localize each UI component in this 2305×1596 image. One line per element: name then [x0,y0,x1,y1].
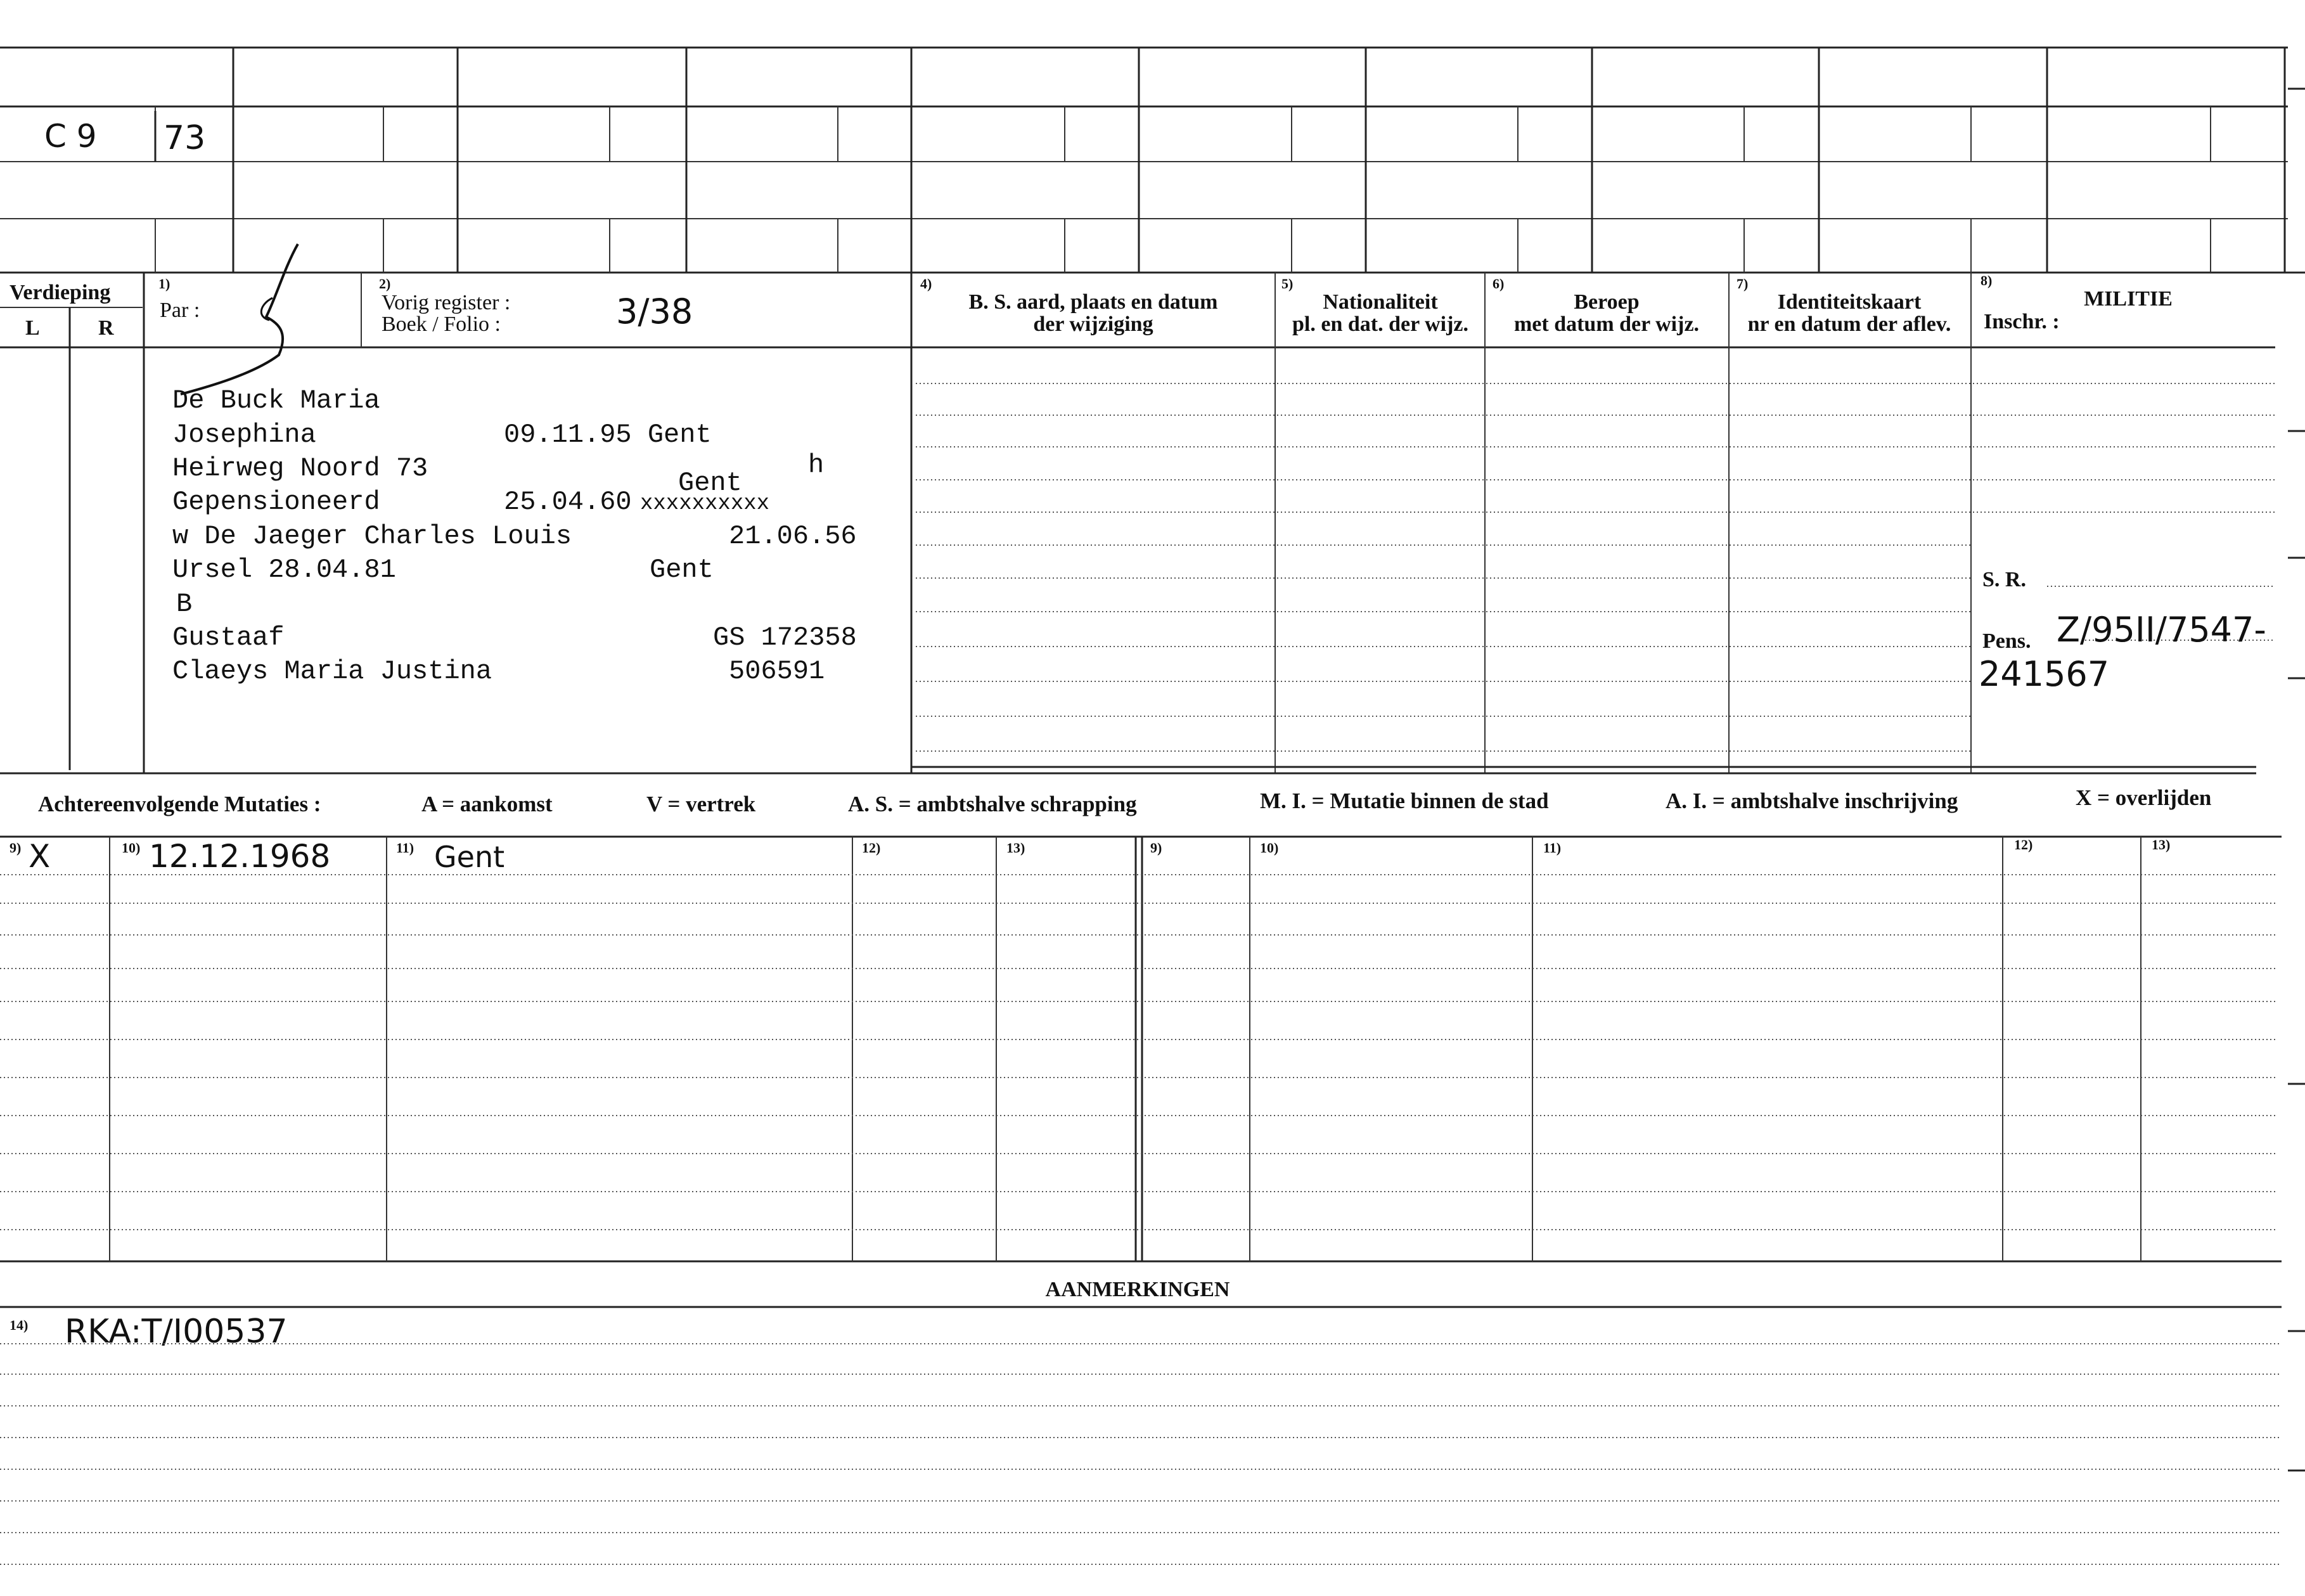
card-number: 73 [164,119,206,157]
legend-code-v: V = vertrek [646,792,756,816]
vorig-line2: Boek / Folio : [382,312,501,336]
identiteit-line1: Identiteitskaart [1777,290,1922,314]
legend-title: Achtereenvolgende Mutaties : [38,792,321,816]
mut-col9-b: 9) [1150,840,1162,856]
mut-entry-code: X [29,838,51,875]
person-given-name: Josephina [172,420,316,450]
nationaliteit-line2: pl. en dat. der wijz. [1292,312,1468,336]
militie-inschr: Inschr. : [1984,310,2060,333]
edge-ticks [2288,89,2305,1471]
person-spouse-birth: Ursel 28.04.81 [172,555,396,585]
beroep-line2: met datum der wijz. [1513,312,1700,336]
mut-col10-a: 10) [122,840,141,856]
person-lines [172,385,857,686]
person-gent-lower: Gent [650,555,714,585]
vorig-num: 2) [379,276,391,292]
militie-title: MILITIE [2084,287,2173,311]
person-pension-date: 25.04.60 [504,487,632,517]
mut-entry-place: Gent [434,840,505,874]
mut-col12-b: 12) [2014,837,2033,853]
aanmerkingen-text: RKA:T/I00537 [65,1313,288,1351]
bs-num: 4) [920,276,932,292]
person-gs-number: GS 172358 [713,622,857,653]
bs-line1: B. S. aard, plaats en datum [968,290,1218,314]
verdieping-right: R [98,316,114,340]
militie-sr: S. R. [1982,568,2026,591]
verdieping-left: L [25,316,40,340]
identiteit-num: 7) [1737,276,1749,292]
aanmerkingen-section [0,1278,2282,1564]
mut-entry-date: 12.12.1968 [149,838,331,875]
bs-line2: der wijziging [1033,312,1153,336]
person-spouse: w De Jaeger Charles Louis [172,521,572,551]
card-code: C 9 [44,118,97,155]
details-area [0,383,2275,773]
militie-num: 8) [1981,273,1993,288]
person-birth: 09.11.95 Gent [504,420,712,450]
person-h-mark: h [808,450,825,480]
person-struck-text: xxxxxxxxxx [640,492,770,516]
par-num: 1) [158,276,170,292]
mutations-legend [38,785,2211,816]
person-father: Gustaaf [172,622,285,653]
militie-pens-value1: Z/95II/7547- [2057,610,2266,650]
legend-code-ai: A. I. = ambtshalve inschrijving [1666,788,1958,813]
mutations-table [0,837,2282,1261]
person-nationality: B [176,589,193,619]
person-marriage-date: 21.06.56 [729,521,857,551]
person-gent-upper: Gent [678,468,742,498]
top-grid [0,48,2305,273]
person-occupation: Gepensioneerd [172,487,380,517]
person-name: De Buck Maria [172,385,380,416]
identiteit-line2: nr en datum der aflev. [1747,312,1951,336]
mut-col12-a: 12) [862,840,881,856]
par-label: Par : [160,299,200,322]
aanmerkingen-title: AANMERKINGEN [1045,1278,1230,1301]
person-address: Heirweg Noord 73 [172,453,428,484]
mut-col11-b: 11) [1543,840,1562,856]
mut-col10-b: 10) [1260,840,1279,856]
legend-code-as: A. S. = ambtshalve schrapping [848,792,1137,816]
militie-pens-label: Pens. [1982,629,2031,653]
person-id-number: 506591 [729,656,825,686]
beroep-line1: Beroep [1574,290,1640,314]
verdieping-title: Verdieping [10,281,111,304]
nationaliteit-num: 5) [1281,276,1294,292]
mut-col13-a: 13) [1006,840,1025,856]
mut-col13-b: 13) [2152,837,2171,853]
vorig-line1: Vorig register : [382,291,511,314]
nationaliteit-line1: Nationaliteit [1323,290,1438,314]
legend-code-x: X = overlijden [2076,785,2212,810]
mut-col9-a: 9) [10,840,22,856]
legend-code-mi: M. I. = Mutatie binnen de stad [1260,788,1549,813]
person-mother: Claeys Maria Justina [172,656,492,686]
legend-code-a: A = aankomst [421,792,553,816]
mut-col11-a: 11) [396,840,414,856]
militie-pens-value2: 241567 [1979,654,2110,694]
beroep-num: 6) [1493,276,1505,292]
aanmerkingen-num: 14) [10,1317,29,1333]
vorig-value: 3/38 [616,292,693,331]
